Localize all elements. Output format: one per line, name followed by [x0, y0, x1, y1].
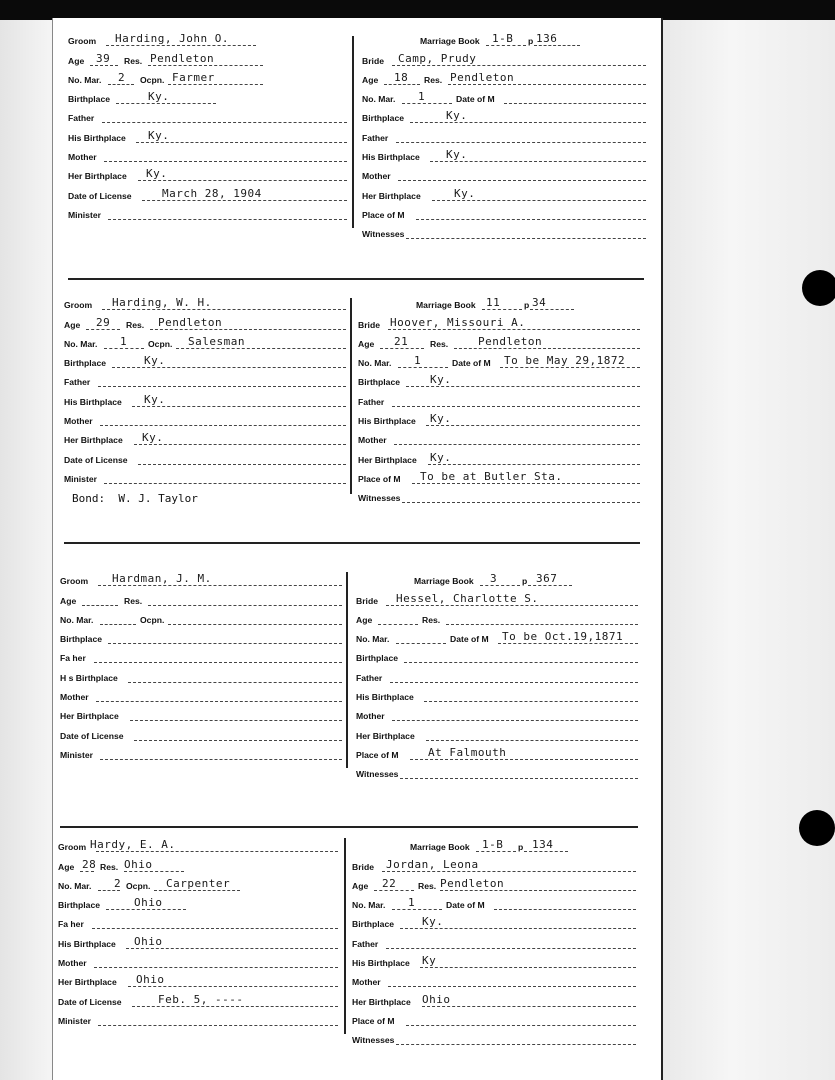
fill-line: [138, 464, 346, 465]
bride-row: Bride Jordan, Leona: [352, 855, 636, 874]
mother-row: Mother: [68, 146, 348, 165]
bride-res: Pendleton: [440, 876, 505, 890]
groom-age: 39: [96, 51, 111, 65]
birthplace-row: Birthplace Ky.: [362, 107, 646, 126]
father-row: Father: [362, 126, 646, 145]
groom-birthplace: Ky.: [144, 354, 166, 368]
bride-column: [358, 294, 640, 506]
bride-no-mar: 1: [408, 896, 416, 910]
witnesses-row: Witnesses: [352, 1029, 636, 1048]
fill-line: [498, 643, 638, 644]
witnesses-row: Witnesses: [358, 487, 640, 506]
date-of-license-row: Date of License Feb. 5, ----: [58, 990, 338, 1009]
fill-line: [476, 851, 516, 852]
nomar-date-row: No. Mar. 1 Date of M: [362, 88, 646, 107]
fill-line: [106, 45, 256, 46]
bride-birthplace: Ky.: [446, 109, 468, 123]
fill-line: [154, 890, 240, 891]
fill-line: [374, 890, 414, 891]
bride-name: Camp, Prudy: [398, 51, 477, 65]
fill-line: [382, 871, 636, 872]
fill-line: [406, 238, 646, 239]
fill-line: [100, 759, 342, 760]
fill-line: [426, 740, 638, 741]
groom-date-of-license: March 28, 1904: [162, 186, 262, 200]
bond-note: Bond: W. J. Taylor: [72, 492, 198, 505]
card-divider: [352, 36, 354, 228]
fill-line: [392, 65, 646, 66]
minister-row: Minister: [60, 744, 342, 763]
date-of-license-row: Date of License March 28, 1904: [68, 184, 348, 203]
fill-line: [134, 444, 346, 445]
father-row: Father: [68, 107, 348, 126]
bride-no-mar: 1: [414, 354, 422, 368]
bride-his-birthplace: Ky.: [446, 148, 468, 162]
fill-line: [104, 483, 346, 484]
marriage-book-row: Marriage Book 3 p 367: [356, 570, 638, 589]
fill-line: [168, 624, 342, 625]
birthplace-row: Birthplace Ky.: [68, 88, 348, 107]
fill-line: [100, 425, 346, 426]
groom-row: Groom Hardman, J. M.: [60, 570, 342, 589]
nomar-date-row: No. Mar. 1 Date of M To be May 29,1872: [358, 352, 640, 371]
groom-res: Pendleton: [158, 315, 223, 329]
groom-her-birthplace: Ky.: [142, 431, 164, 445]
fill-line: [378, 624, 418, 625]
fill-line: [104, 348, 144, 349]
fill-line: [440, 890, 636, 891]
bride-date-of-m: To be May 29,1872: [504, 354, 626, 368]
fill-line: [426, 425, 640, 426]
fill-line: [388, 329, 640, 330]
fill-line: [86, 329, 120, 330]
fill-line: [432, 200, 646, 201]
bride-his-birthplace: Ky: [422, 954, 437, 968]
fill-line: [92, 928, 338, 929]
minister-row: Minister: [64, 468, 346, 487]
bride-age: 18: [394, 70, 409, 84]
bride-row: Bride Hessel, Charlotte S.: [356, 589, 638, 608]
fill-line: [148, 605, 342, 606]
marriage-book-row: Marriage Book 1-B p 136: [362, 30, 646, 49]
bond-name: W. J. Taylor: [118, 492, 198, 505]
fill-line: [428, 464, 640, 465]
groom-column: [68, 30, 348, 223]
scan-margin-right: [662, 20, 835, 1080]
fill-line: [398, 367, 448, 368]
fill-line: [392, 406, 640, 407]
age-res-row: Age 28 Res. Ohio: [58, 855, 338, 874]
fill-line: [168, 84, 263, 85]
birthplace-row: Birthplace Ky.: [358, 371, 640, 390]
fill-line: [128, 986, 338, 987]
groom-birthplace: Ohio: [134, 896, 163, 910]
mother-row: Mother: [58, 952, 338, 971]
fill-line: [410, 759, 638, 760]
fill-line: [100, 624, 136, 625]
minister-row: Minister: [58, 1010, 338, 1029]
fill-line: [500, 367, 640, 368]
marriage-book-row: Marriage Book 1-B p 134: [352, 836, 636, 855]
her-birthplace-row: Her Birthplace: [356, 724, 638, 743]
groom-birthplace: Ky.: [148, 90, 170, 104]
his-birthplace-row: His Birthplace Ky.: [362, 146, 646, 165]
fill-line: [448, 84, 646, 85]
fill-line: [402, 103, 452, 104]
punch-hole-bottom: [799, 810, 835, 846]
bride-page: 134: [532, 838, 554, 852]
bride-her-birthplace: Ohio: [422, 992, 451, 1006]
bride-res: Pendleton: [450, 70, 515, 84]
fill-line: [112, 367, 346, 368]
father-row: Fa her: [60, 647, 342, 666]
fill-line: [98, 585, 342, 586]
bride-age: 21: [394, 334, 409, 348]
fill-line: [124, 871, 184, 872]
groom-row: Groom Hardy, E. A.: [58, 836, 338, 855]
date-of-license-row: Date of License: [64, 448, 346, 467]
bride-name: Jordan, Leona: [386, 857, 479, 871]
fill-line: [390, 682, 638, 683]
her-birthplace-row: Her Birthplace Ky.: [64, 429, 346, 448]
fill-line: [116, 103, 216, 104]
bride-row: Bride Hoover, Missouri A.: [358, 313, 640, 332]
age-res-row: Age 22 Res. Pendleton: [352, 875, 636, 894]
fill-line: [396, 643, 446, 644]
bride-page: 34: [532, 296, 547, 310]
card-separator: [64, 542, 640, 544]
fill-line: [420, 967, 636, 968]
her-birthplace-row: Her Birthplace Ky.: [358, 448, 640, 467]
fill-line: [108, 84, 134, 85]
father-row: Father: [64, 371, 346, 390]
fill-line: [80, 871, 94, 872]
fill-line: [400, 778, 638, 779]
groom-column: [64, 294, 346, 505]
marriage-book-row: Marriage Book 11 p 34: [358, 294, 640, 313]
bride-page: 136: [536, 32, 558, 46]
her-birthplace-row: Her Birthplace Ohio: [352, 990, 636, 1009]
her-birthplace-row: Her Birthplace Ky.: [68, 165, 348, 184]
mother-row: Mother: [358, 429, 640, 448]
place-of-m-row: Place of M: [362, 204, 646, 223]
fill-line: [528, 585, 572, 586]
bride-name: Hoover, Missouri A.: [390, 315, 526, 329]
place-of-m-row: Place of M To be at Butler Sta.: [358, 468, 640, 487]
fill-line: [90, 65, 118, 66]
bride-place-of-m: To be at Butler Sta.: [420, 469, 563, 483]
nomar-ocpn-row: No. Mar. 2 Ocpn. Carpenter: [58, 875, 338, 894]
age-res-row: Age 29 Res. Pendleton: [64, 313, 346, 332]
fill-line: [430, 161, 646, 162]
fill-line: [150, 329, 346, 330]
nomar-ocpn-row: No. Mar. 1 Ocpn. Salesman: [64, 333, 346, 352]
fill-line: [422, 1006, 636, 1007]
scan-margin-left: [0, 20, 52, 1080]
fill-line: [416, 219, 646, 220]
nomar-date-row: No. Mar. Date of M To be Oct.19,1871: [356, 628, 638, 647]
nomar-ocpn-row: No. Mar. 2 Ocpn. Farmer: [68, 69, 348, 88]
bride-res: Pendleton: [478, 334, 543, 348]
birthplace-row: Birthplace: [60, 628, 342, 647]
fill-line: [176, 348, 346, 349]
fill-line: [138, 180, 347, 181]
bride-row: Bride Camp, Prudy: [362, 49, 646, 68]
mother-row: Mother: [356, 705, 638, 724]
father-row: Father: [356, 666, 638, 685]
father-row: Father: [358, 390, 640, 409]
groom-column: [60, 570, 342, 763]
fill-line: [136, 142, 347, 143]
groom-row: Groom Harding, W. H.: [64, 294, 346, 313]
groom-his-birthplace: Ky.: [144, 392, 166, 406]
fill-line: [94, 967, 338, 968]
place-of-m-row: Place of M: [352, 1010, 636, 1029]
fill-line: [108, 643, 342, 644]
fill-line: [96, 851, 338, 852]
bride-age: 22: [382, 876, 397, 890]
his-birthplace-row: His Birthplace Ky: [352, 952, 636, 971]
groom-name: Harding, W. H.: [112, 296, 212, 310]
groom-row: Groom Harding, John O.: [68, 30, 348, 49]
fill-line: [494, 909, 636, 910]
birthplace-row: Birthplace: [356, 647, 638, 666]
witnesses-row: Witnesses: [356, 763, 638, 782]
fill-line: [126, 948, 338, 949]
groom-no-mar: 2: [118, 70, 126, 84]
his-birthplace-row: His Birthplace Ky.: [358, 410, 640, 429]
fill-line: [142, 200, 347, 201]
witnesses-row: Witnesses: [362, 223, 646, 242]
bride-date-of-m: To be Oct.19,1871: [502, 630, 624, 644]
fill-line: [380, 348, 424, 349]
fill-line: [102, 309, 346, 310]
groom-column: [58, 836, 338, 1029]
fill-line: [524, 851, 568, 852]
groom-age: 29: [96, 315, 111, 329]
his-birthplace-row: H s Birthplace: [60, 666, 342, 685]
age-res-row: Age 18 Res. Pendleton: [362, 69, 646, 88]
fill-line: [412, 483, 640, 484]
card-divider: [344, 838, 346, 1034]
fill-line: [132, 406, 346, 407]
fill-line: [388, 986, 636, 987]
card-separator: [60, 826, 638, 828]
her-birthplace-row: Her Birthplace: [60, 705, 342, 724]
card-divider: [346, 572, 348, 768]
his-birthplace-row: His Birthplace Ky.: [64, 390, 346, 409]
fill-line: [396, 1044, 636, 1045]
groom-name: Hardman, J. M.: [112, 572, 212, 586]
groom-no-mar: 2: [114, 876, 122, 890]
fill-line: [148, 65, 263, 66]
fill-line: [132, 1006, 338, 1007]
age-res-row: Age 39 Res. Pendleton: [68, 49, 348, 68]
fill-line: [480, 585, 520, 586]
birthplace-row: Birthplace Ky.: [352, 913, 636, 932]
fill-line: [406, 1025, 636, 1026]
groom-res: Pendleton: [150, 51, 215, 65]
groom-her-birthplace: Ohio: [136, 973, 165, 987]
fill-line: [446, 624, 638, 625]
fill-line: [396, 142, 646, 143]
groom-name: Harding, John O.: [115, 32, 229, 46]
bride-book: 1-B: [492, 32, 514, 46]
bride-birthplace: Ky.: [430, 373, 452, 387]
groom-her-birthplace: Ky.: [146, 167, 168, 181]
fill-line: [386, 605, 638, 606]
groom-his-birthplace: Ohio: [134, 934, 163, 948]
father-row: Fa her: [58, 913, 338, 932]
groom-no-mar: 1: [120, 334, 128, 348]
fill-line: [392, 909, 442, 910]
groom-age: 28: [82, 857, 97, 871]
fill-line: [410, 122, 646, 123]
date-of-license-row: Date of License: [60, 724, 342, 743]
card-divider: [350, 298, 352, 494]
bride-column: [352, 836, 636, 1048]
fill-line: [486, 45, 526, 46]
birthplace-row: Birthplace Ky.: [64, 352, 346, 371]
fill-line: [108, 219, 347, 220]
bride-her-birthplace: Ky.: [430, 450, 452, 464]
groom-his-birthplace: Ky.: [148, 128, 170, 142]
groom-ocpn: Carpenter: [166, 876, 231, 890]
groom-date-of-license: Feb. 5, ----: [158, 992, 244, 1006]
fill-line: [130, 720, 342, 721]
father-row: Father: [352, 932, 636, 951]
fill-line: [504, 103, 646, 104]
his-birthplace-row: His Birthplace: [356, 686, 638, 705]
fill-line: [98, 386, 346, 387]
fill-line: [404, 662, 638, 663]
fill-line: [128, 682, 342, 683]
fill-line: [386, 948, 636, 949]
groom-ocpn: Salesman: [188, 334, 245, 348]
groom-ocpn: Farmer: [172, 70, 215, 84]
mother-row: Mother: [64, 410, 346, 429]
birthplace-row: Birthplace Ohio: [58, 894, 338, 913]
fill-line: [482, 309, 522, 310]
fill-line: [392, 720, 638, 721]
age-res-row: Age Res.: [60, 589, 342, 608]
bride-no-mar: 1: [418, 90, 426, 104]
mother-row: Mother: [352, 971, 636, 990]
nomar-date-row: No. Mar. 1 Date of M: [352, 894, 636, 913]
nomar-ocpn-row: No. Mar. Ocpn.: [60, 609, 342, 628]
his-birthplace-row: His Birthplace Ky.: [68, 126, 348, 145]
fill-line: [454, 348, 640, 349]
groom-name: Hardy, E. A.: [90, 838, 176, 852]
mother-row: Mother: [60, 686, 342, 705]
fill-line: [106, 909, 186, 910]
fill-line: [394, 444, 640, 445]
groom-res: Ohio: [124, 857, 153, 871]
mother-row: Mother: [362, 165, 646, 184]
her-birthplace-row: Her Birthplace Ky.: [362, 184, 646, 203]
bride-her-birthplace: Ky.: [454, 186, 476, 200]
fill-line: [406, 386, 640, 387]
age-res-row: Age 21 Res. Pendleton: [358, 333, 640, 352]
age-res-row: Age Res.: [356, 609, 638, 628]
punch-hole-top: [802, 270, 835, 306]
his-birthplace-row: His Birthplace Ohio: [58, 932, 338, 951]
bride-book: 1-B: [482, 838, 504, 852]
fill-line: [384, 84, 420, 85]
scan-top-edge: [0, 0, 835, 20]
fill-line: [96, 701, 342, 702]
bride-page: 367: [536, 572, 558, 586]
minister-row: Minister: [68, 204, 348, 223]
fill-line: [98, 890, 120, 891]
bride-place-of-m: At Falmouth: [428, 745, 507, 759]
fill-line: [398, 180, 646, 181]
bride-his-birthplace: Ky.: [430, 412, 452, 426]
fill-line: [530, 309, 574, 310]
bride-column: [356, 570, 638, 782]
fill-line: [98, 1025, 338, 1026]
fill-line: [102, 122, 347, 123]
bride-birthplace: Ky.: [422, 915, 444, 929]
fill-line: [134, 740, 342, 741]
card-separator: [68, 278, 644, 280]
fill-line: [400, 928, 636, 929]
bride-column: [362, 30, 646, 242]
fill-line: [104, 161, 347, 162]
bride-name: Hessel, Charlotte S.: [396, 591, 539, 605]
her-birthplace-row: Her Birthplace Ohio: [58, 971, 338, 990]
fill-line: [534, 45, 580, 46]
fill-line: [424, 701, 638, 702]
fill-line: [402, 502, 640, 503]
fill-line: [82, 605, 118, 606]
bride-book: 3: [490, 572, 498, 586]
fill-line: [94, 662, 342, 663]
bride-book: 11: [486, 296, 501, 310]
place-of-m-row: Place of M At Falmouth: [356, 744, 638, 763]
